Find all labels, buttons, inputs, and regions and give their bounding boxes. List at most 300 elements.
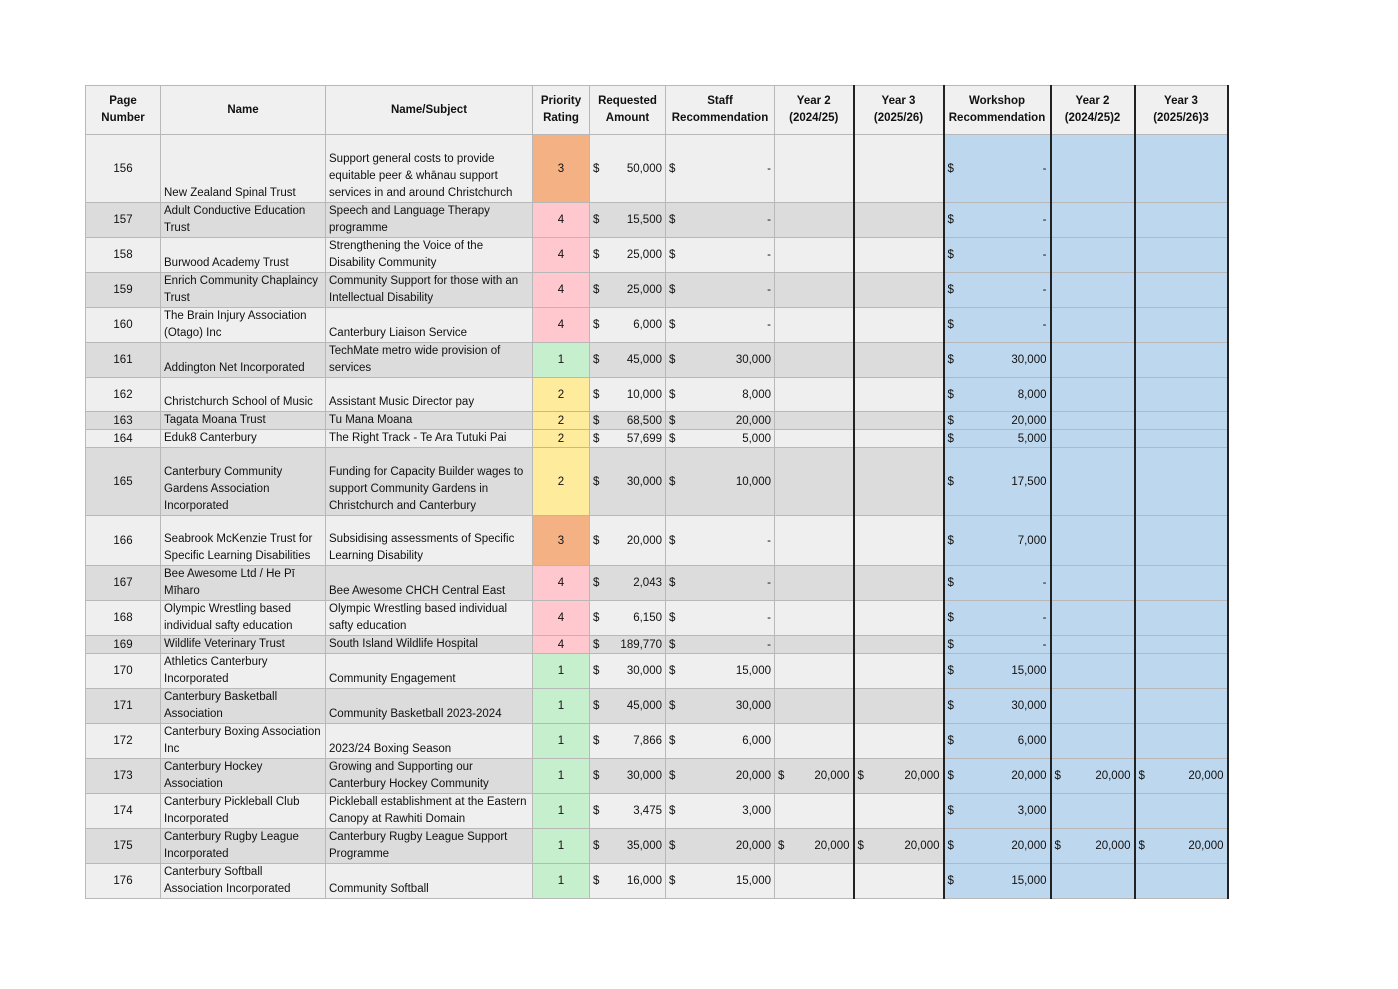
cell-staff xyxy=(666,864,775,899)
cell-page-number: 171 xyxy=(86,689,161,724)
currency-symbol: $ xyxy=(947,875,954,887)
currency-symbol: $ xyxy=(947,284,954,296)
cell-requested xyxy=(590,516,666,566)
cell-year3 xyxy=(854,448,944,516)
cell-workshop xyxy=(944,430,1051,448)
cell-year3 xyxy=(854,378,944,412)
cell-subject: Tu Mana Moana xyxy=(326,412,533,430)
amount-requested: 10,000 xyxy=(626,388,662,401)
currency-symbol: $ xyxy=(593,875,600,887)
cell-staff xyxy=(666,238,775,273)
currency-symbol: $ xyxy=(947,534,954,547)
table-row xyxy=(86,601,1228,636)
cell-workshop xyxy=(944,273,1051,308)
cell-name: Canterbury Rugby League Incorporated xyxy=(161,829,326,864)
cell-year3 xyxy=(854,430,944,448)
table-row xyxy=(86,794,1228,829)
cell-workshop xyxy=(944,724,1051,759)
funding-table xyxy=(85,85,1229,899)
currency-symbol: $ xyxy=(593,284,600,296)
cell-year2b xyxy=(1051,273,1135,308)
currency-symbol: $ xyxy=(669,475,676,488)
currency-symbol: $ xyxy=(947,388,954,401)
cell-year3 xyxy=(854,759,944,794)
table-row xyxy=(86,273,1228,308)
amount-requested: 3,475 xyxy=(633,805,662,817)
header-year2: Year 2 (2024/25) xyxy=(775,86,854,135)
currency-symbol: $ xyxy=(669,388,676,401)
cell-page-number: 158 xyxy=(86,238,161,273)
cell-subject: Bee Awesome CHCH Central East xyxy=(326,566,533,601)
cell-staff xyxy=(666,308,775,343)
cell-subject: Canterbury Liaison Service xyxy=(326,308,533,343)
cell-year2 xyxy=(775,308,854,343)
cell-page-number: 157 xyxy=(86,203,161,238)
cell-subject: Growing and Supporting our Canterbury Hockey Community xyxy=(326,759,533,794)
cell-requested xyxy=(590,135,666,203)
amount-requested: 30,000 xyxy=(626,770,662,782)
cell-staff xyxy=(666,601,775,636)
amount-staff: 30,000 xyxy=(735,700,771,712)
currency-symbol: $ xyxy=(778,770,785,782)
cell-year3b xyxy=(1135,689,1228,724)
amount-staff: - xyxy=(767,612,771,624)
currency-symbol: $ xyxy=(1138,840,1145,852)
cell-requested xyxy=(590,566,666,601)
cell-priority: 1 xyxy=(533,689,590,724)
amount-staff: 10,000 xyxy=(735,475,771,488)
amount-staff: 20,000 xyxy=(735,414,771,427)
cell-page-number: 159 xyxy=(86,273,161,308)
amount-workshop: 20,000 xyxy=(1011,770,1047,782)
cell-subject: Strengthening the Voice of the Disability Community xyxy=(326,238,533,273)
amount-requested: 45,000 xyxy=(626,354,662,366)
amount-year3b: 20,000 xyxy=(1188,770,1224,782)
cell-workshop xyxy=(944,378,1051,412)
cell-year3b xyxy=(1135,794,1228,829)
cell-name: Adult Conductive Education Trust xyxy=(161,203,326,238)
cell-year3 xyxy=(854,516,944,566)
amount-workshop: 20,000 xyxy=(1011,840,1047,852)
cell-year3b xyxy=(1135,566,1228,601)
cell-year2 xyxy=(775,516,854,566)
amount-requested: 30,000 xyxy=(626,665,662,677)
cell-year2b xyxy=(1051,430,1135,448)
cell-staff xyxy=(666,430,775,448)
cell-requested xyxy=(590,759,666,794)
cell-workshop xyxy=(944,601,1051,636)
table-row xyxy=(86,238,1228,273)
table-row xyxy=(86,448,1228,516)
currency-symbol: $ xyxy=(947,665,954,677)
currency-symbol: $ xyxy=(593,735,600,747)
cell-year2b xyxy=(1051,864,1135,899)
amount-workshop: 30,000 xyxy=(1011,700,1047,712)
amount-staff: 5,000 xyxy=(742,432,771,445)
table-row xyxy=(86,829,1228,864)
cell-year2 xyxy=(775,273,854,308)
cell-year2b xyxy=(1051,343,1135,378)
amount-workshop: - xyxy=(1042,162,1047,175)
cell-name: Enrich Community Chaplaincy Trust xyxy=(161,273,326,308)
amount-workshop: 6,000 xyxy=(1017,735,1047,747)
currency-symbol: $ xyxy=(593,432,600,445)
cell-requested xyxy=(590,601,666,636)
cell-priority: 4 xyxy=(533,308,590,343)
cell-priority: 4 xyxy=(533,238,590,273)
cell-requested xyxy=(590,689,666,724)
currency-symbol: $ xyxy=(947,414,954,427)
cell-requested xyxy=(590,308,666,343)
currency-symbol: $ xyxy=(669,577,676,589)
currency-symbol: $ xyxy=(593,319,600,331)
cell-year2 xyxy=(775,601,854,636)
amount-staff: - xyxy=(767,577,771,589)
cell-year3b xyxy=(1135,273,1228,308)
cell-workshop xyxy=(944,308,1051,343)
amount-staff: - xyxy=(767,534,771,547)
currency-symbol: $ xyxy=(947,612,954,624)
currency-symbol: $ xyxy=(593,665,600,677)
cell-priority: 1 xyxy=(533,864,590,899)
currency-symbol: $ xyxy=(669,665,676,677)
cell-staff xyxy=(666,343,775,378)
cell-year2b xyxy=(1051,378,1135,412)
header-year3b: Year 3 (2025/26)3 xyxy=(1135,86,1228,135)
cell-year2 xyxy=(775,654,854,689)
cell-year3b xyxy=(1135,430,1228,448)
amount-workshop: 20,000 xyxy=(1011,414,1047,427)
amount-year3b: 20,000 xyxy=(1188,840,1224,852)
cell-year3b xyxy=(1135,203,1228,238)
amount-staff: 6,000 xyxy=(742,735,771,747)
header-subject: Name/Subject xyxy=(326,86,533,135)
header-workshop: Workshop Recommendation xyxy=(944,86,1051,135)
cell-year3b xyxy=(1135,343,1228,378)
cell-workshop xyxy=(944,448,1051,516)
cell-year2 xyxy=(775,636,854,654)
cell-year3 xyxy=(854,273,944,308)
cell-year3b xyxy=(1135,448,1228,516)
cell-year2b xyxy=(1051,203,1135,238)
cell-year2b xyxy=(1051,759,1135,794)
cell-subject: Pickleball establishment at the Eastern Canopy at Rawhiti Domain xyxy=(326,794,533,829)
currency-symbol: $ xyxy=(669,414,676,427)
cell-requested xyxy=(590,636,666,654)
cell-year3 xyxy=(854,203,944,238)
cell-priority: 4 xyxy=(533,601,590,636)
amount-staff: 3,000 xyxy=(742,805,771,817)
cell-year3b xyxy=(1135,135,1228,203)
amount-workshop: 15,000 xyxy=(1011,875,1047,887)
cell-year2b xyxy=(1051,829,1135,864)
cell-subject: Canterbury Rugby League Support Programme xyxy=(326,829,533,864)
currency-symbol: $ xyxy=(947,577,954,589)
cell-priority: 1 xyxy=(533,829,590,864)
cell-name: Canterbury Pickleball Club Incorporated xyxy=(161,794,326,829)
cell-staff xyxy=(666,759,775,794)
cell-year3 xyxy=(854,238,944,273)
cell-priority: 1 xyxy=(533,654,590,689)
amount-year2b: 20,000 xyxy=(1095,770,1131,782)
currency-symbol: $ xyxy=(669,162,676,175)
cell-requested xyxy=(590,448,666,516)
currency-symbol: $ xyxy=(947,735,954,747)
cell-requested xyxy=(590,238,666,273)
cell-subject: The Right Track - Te Ara Tutuki Pai xyxy=(326,430,533,448)
amount-workshop: - xyxy=(1042,638,1047,651)
cell-year2 xyxy=(775,829,854,864)
cell-staff xyxy=(666,203,775,238)
table-row xyxy=(86,430,1228,448)
cell-requested xyxy=(590,430,666,448)
cell-priority: 4 xyxy=(533,273,590,308)
table-row xyxy=(86,308,1228,343)
cell-requested xyxy=(590,378,666,412)
cell-staff xyxy=(666,654,775,689)
cell-year3 xyxy=(854,135,944,203)
cell-year2b xyxy=(1051,448,1135,516)
cell-year2 xyxy=(775,689,854,724)
cell-subject: Community Softball xyxy=(326,864,533,899)
currency-symbol: $ xyxy=(593,700,600,712)
header-priority: Priority Rating xyxy=(533,86,590,135)
currency-symbol: $ xyxy=(593,249,600,261)
cell-subject: Speech and Language Therapy programme xyxy=(326,203,533,238)
cell-name: Wildlife Veterinary Trust xyxy=(161,636,326,654)
currency-symbol: $ xyxy=(669,432,676,445)
table-row xyxy=(86,724,1228,759)
table-row xyxy=(86,135,1228,203)
cell-year2 xyxy=(775,135,854,203)
currency-symbol: $ xyxy=(947,354,954,366)
amount-year2: 20,000 xyxy=(814,840,850,852)
header-page-number: Page Number xyxy=(86,86,161,135)
cell-name: Canterbury Boxing Association Inc xyxy=(161,724,326,759)
cell-year2b xyxy=(1051,724,1135,759)
currency-symbol: $ xyxy=(593,638,600,651)
table-row xyxy=(86,343,1228,378)
currency-symbol: $ xyxy=(947,162,954,175)
currency-symbol: $ xyxy=(669,770,676,782)
currency-symbol: $ xyxy=(947,432,954,445)
cell-workshop xyxy=(944,135,1051,203)
cell-year2 xyxy=(775,343,854,378)
cell-name: Christchurch School of Music xyxy=(161,378,326,412)
cell-staff xyxy=(666,794,775,829)
cell-workshop xyxy=(944,759,1051,794)
cell-name: New Zealand Spinal Trust xyxy=(161,135,326,203)
cell-workshop xyxy=(944,829,1051,864)
amount-staff: 15,000 xyxy=(735,665,771,677)
cell-page-number: 176 xyxy=(86,864,161,899)
cell-page-number: 164 xyxy=(86,430,161,448)
cell-name: Bee Awesome Ltd / He Pī Mīharo xyxy=(161,566,326,601)
cell-priority: 2 xyxy=(533,448,590,516)
cell-workshop xyxy=(944,516,1051,566)
cell-subject: TechMate metro wide provision of services xyxy=(326,343,533,378)
cell-year3 xyxy=(854,308,944,343)
amount-requested: 50,000 xyxy=(626,162,662,175)
currency-symbol: $ xyxy=(778,840,785,852)
currency-symbol: $ xyxy=(1054,770,1061,782)
amount-year2: 20,000 xyxy=(814,770,850,782)
amount-requested: 189,770 xyxy=(620,638,662,651)
cell-name: Canterbury Hockey Association xyxy=(161,759,326,794)
amount-requested: 25,000 xyxy=(626,249,662,261)
cell-workshop xyxy=(944,864,1051,899)
cell-year3b xyxy=(1135,516,1228,566)
cell-workshop xyxy=(944,343,1051,378)
cell-priority: 2 xyxy=(533,430,590,448)
cell-priority: 1 xyxy=(533,759,590,794)
cell-requested xyxy=(590,412,666,430)
amount-staff: - xyxy=(767,319,771,331)
amount-workshop: - xyxy=(1042,577,1047,589)
cell-page-number: 173 xyxy=(86,759,161,794)
currency-symbol: $ xyxy=(669,319,676,331)
cell-staff xyxy=(666,516,775,566)
cell-priority: 3 xyxy=(533,135,590,203)
currency-symbol: $ xyxy=(947,475,954,488)
currency-symbol: $ xyxy=(669,354,676,366)
amount-staff: - xyxy=(767,249,771,261)
amount-requested: 57,699 xyxy=(626,432,662,445)
cell-page-number: 169 xyxy=(86,636,161,654)
table-row xyxy=(86,864,1228,899)
cell-year2 xyxy=(775,864,854,899)
cell-staff xyxy=(666,273,775,308)
currency-symbol: $ xyxy=(593,388,600,401)
cell-name: Addington Net Incorporated xyxy=(161,343,326,378)
cell-page-number: 160 xyxy=(86,308,161,343)
currency-symbol: $ xyxy=(593,577,600,589)
currency-symbol: $ xyxy=(593,612,600,624)
cell-year2b xyxy=(1051,308,1135,343)
cell-page-number: 172 xyxy=(86,724,161,759)
cell-staff xyxy=(666,724,775,759)
header-name: Name xyxy=(161,86,326,135)
cell-page-number: 156 xyxy=(86,135,161,203)
amount-staff: - xyxy=(767,638,771,651)
cell-page-number: 170 xyxy=(86,654,161,689)
cell-year2b xyxy=(1051,654,1135,689)
header-year3: Year 3 (2025/26) xyxy=(854,86,944,135)
cell-requested xyxy=(590,724,666,759)
currency-symbol: $ xyxy=(669,875,676,887)
currency-symbol: $ xyxy=(947,249,954,261)
amount-requested: 35,000 xyxy=(626,840,662,852)
amount-workshop: 30,000 xyxy=(1011,354,1047,366)
table-row xyxy=(86,203,1228,238)
amount-workshop: 3,000 xyxy=(1017,805,1047,817)
currency-symbol: $ xyxy=(947,319,954,331)
cell-year3 xyxy=(854,829,944,864)
cell-year3 xyxy=(854,412,944,430)
currency-symbol: $ xyxy=(669,612,676,624)
cell-staff xyxy=(666,378,775,412)
amount-staff: - xyxy=(767,214,771,226)
header-requested: Requested Amount xyxy=(590,86,666,135)
header-staff: Staff Recommendation xyxy=(666,86,775,135)
cell-priority: 2 xyxy=(533,412,590,430)
cell-year3b xyxy=(1135,759,1228,794)
amount-staff: 20,000 xyxy=(735,840,771,852)
amount-requested: 6,000 xyxy=(633,319,662,331)
table-row xyxy=(86,689,1228,724)
cell-year3b xyxy=(1135,412,1228,430)
cell-workshop xyxy=(944,412,1051,430)
cell-workshop xyxy=(944,636,1051,654)
cell-year2 xyxy=(775,430,854,448)
cell-year2 xyxy=(775,566,854,601)
table-row xyxy=(86,654,1228,689)
cell-year2b xyxy=(1051,516,1135,566)
cell-year3 xyxy=(854,566,944,601)
currency-symbol: $ xyxy=(669,840,676,852)
cell-staff xyxy=(666,689,775,724)
cell-page-number: 165 xyxy=(86,448,161,516)
amount-workshop: 17,500 xyxy=(1011,475,1047,488)
cell-name: Eduk8 Canterbury xyxy=(161,430,326,448)
cell-requested xyxy=(590,654,666,689)
cell-requested xyxy=(590,829,666,864)
cell-name: Olympic Wrestling based individual safty education xyxy=(161,601,326,636)
amount-workshop: - xyxy=(1042,214,1047,226)
amount-staff: 15,000 xyxy=(735,875,771,887)
cell-name: Tagata Moana Trust xyxy=(161,412,326,430)
cell-subject: Assistant Music Director pay xyxy=(326,378,533,412)
cell-subject: Funding for Capacity Builder wages to support Community Gardens in Christchurch and Canterbury xyxy=(326,448,533,516)
cell-staff xyxy=(666,636,775,654)
cell-subject: 2023/24 Boxing Season xyxy=(326,724,533,759)
cell-priority: 4 xyxy=(533,566,590,601)
cell-page-number: 167 xyxy=(86,566,161,601)
amount-requested: 16,000 xyxy=(626,875,662,887)
cell-subject: Community Basketball 2023-2024 xyxy=(326,689,533,724)
cell-year2 xyxy=(775,378,854,412)
cell-year2b xyxy=(1051,689,1135,724)
table-row xyxy=(86,759,1228,794)
cell-year2b xyxy=(1051,566,1135,601)
cell-year2b xyxy=(1051,636,1135,654)
amount-requested: 30,000 xyxy=(626,475,662,488)
cell-year3 xyxy=(854,794,944,829)
cell-subject: Community Engagement xyxy=(326,654,533,689)
cell-year3 xyxy=(854,343,944,378)
currency-symbol: $ xyxy=(947,805,954,817)
cell-year3 xyxy=(854,601,944,636)
cell-priority: 1 xyxy=(533,343,590,378)
cell-workshop xyxy=(944,238,1051,273)
currency-symbol: $ xyxy=(857,840,864,852)
cell-year2 xyxy=(775,724,854,759)
cell-subject: Subsidising assessments of Specific Learning Disability xyxy=(326,516,533,566)
cell-name: Canterbury Community Gardens Association Incorporated xyxy=(161,448,326,516)
cell-year2 xyxy=(775,238,854,273)
cell-staff xyxy=(666,412,775,430)
amount-workshop: - xyxy=(1042,319,1047,331)
cell-subject: Support general costs to provide equitable peer & whānau support services in and around Christchurch xyxy=(326,135,533,203)
amount-year2b: 20,000 xyxy=(1095,840,1131,852)
amount-requested: 7,866 xyxy=(633,735,662,747)
cell-year3 xyxy=(854,724,944,759)
table-row xyxy=(86,636,1228,654)
cell-priority: 4 xyxy=(533,636,590,654)
amount-requested: 45,000 xyxy=(626,700,662,712)
table-row xyxy=(86,566,1228,601)
cell-year3b xyxy=(1135,724,1228,759)
